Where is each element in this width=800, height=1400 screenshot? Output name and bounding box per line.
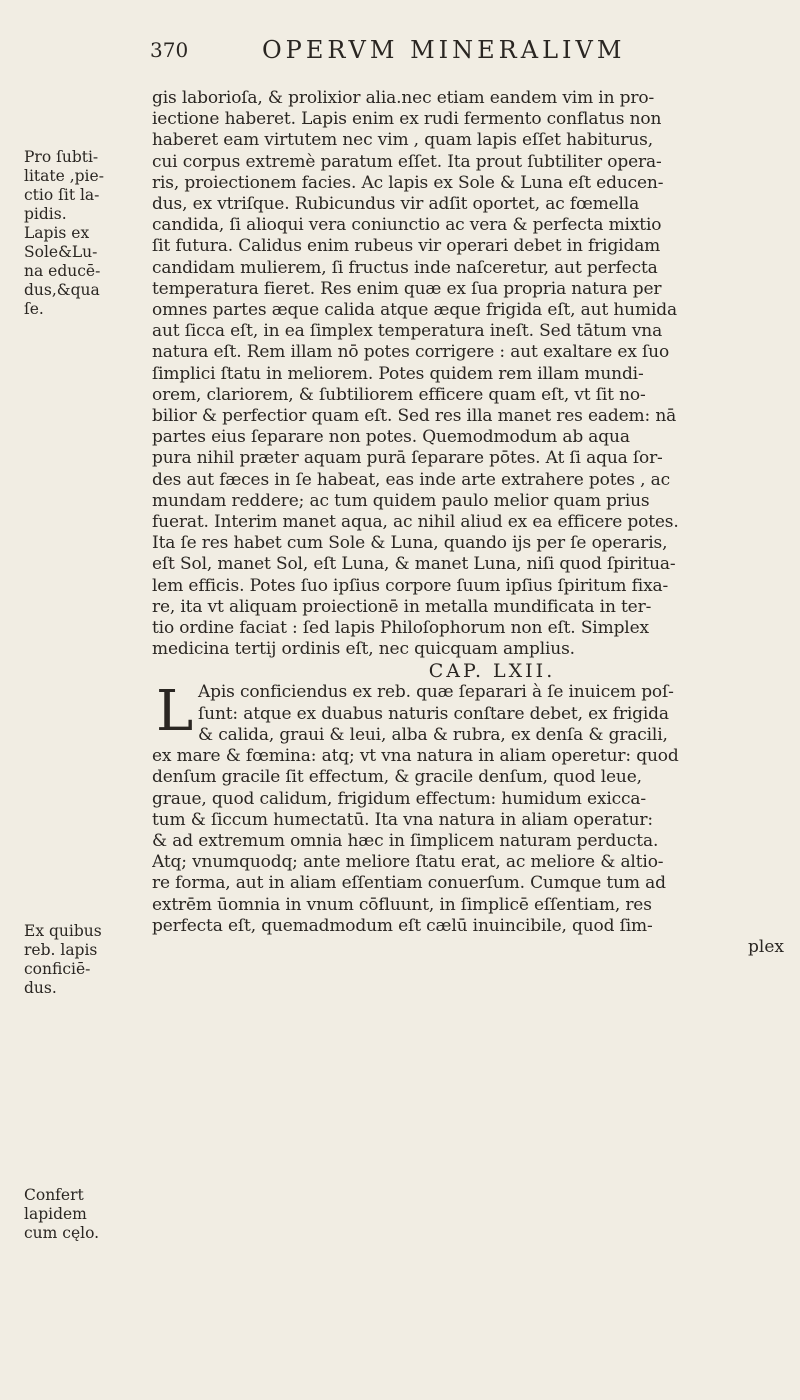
margin-note-line: Sole&Lu-: [24, 243, 98, 261]
text-line: extrēm ūomnia in vnum cōfluunt, in ſimplicē eſſentiam, res: [152, 894, 652, 915]
text-line: iectione haberet. Lapis enim ex rudi fermento conflatus non: [152, 109, 662, 130]
page-header: [0, 34, 800, 74]
text-line: temperatura fieret. Res enim quæ ex ſua propria natura per: [152, 278, 662, 299]
dropcap-letter: L: [156, 679, 194, 745]
text-line: ſimplici ſtatu in meliorem. Potes quidem rem illam mundi-: [152, 363, 644, 384]
dropcap-block: [152, 679, 792, 746]
margin-note-line: dus,&qua: [24, 281, 100, 299]
margin-note-line: reb. lapis: [24, 941, 98, 959]
margin-note-line: Pro ſubti-: [24, 148, 99, 166]
catchword: plex: [748, 936, 784, 957]
margin-note-line: conficiē-: [24, 960, 91, 978]
text-line: dus, ex vtriſque. Rubicundus vir adſit oportet, ac fœmella: [152, 194, 640, 215]
text-line: Atq; vnumquodq; ante meliore ſtatu erat, ac meliore & altio-: [152, 852, 664, 873]
text-line: medicina tertij ordinis eſt, nec quicquam amplius.: [152, 639, 575, 660]
main-text: [152, 88, 792, 958]
text-line: & ad extremum omnia hæc in ſimplicem naturam perducta.: [152, 830, 659, 851]
text-line: partes eius ſeparare non potes. Quemodmodum ab aqua: [152, 427, 630, 448]
margin-note-subtilitate: [24, 148, 140, 319]
text-line: ris, proiectionem facies. Ac lapis ex Sole & Luna eſt educen-: [152, 172, 664, 193]
chapter-title: CAP. LXII.: [428, 660, 556, 683]
text-line: denſum gracile ſit effectum, & gracile denſum, quod leue,: [152, 767, 642, 788]
margin-note-line: ſe.: [24, 300, 44, 318]
text-line: perfecta eſt, quemadmodum eſt cælū inuincibile, quod ſim-: [152, 915, 653, 936]
text-line: des aut fæces in ſe habeat, eas inde arte extrahere potes , ac: [152, 469, 670, 490]
text-line: eſt Sol, manet Sol, eſt Luna, & manet Luna, niſi quod ſpiritua-: [152, 554, 676, 575]
text-line: Ita ſe res habet cum Sole & Luna, quando ijs per ſe operaris,: [152, 533, 668, 554]
text-line: cui corpus extremè paratum eſſet. Ita prout ſubtiliter opera-: [152, 151, 662, 172]
text-line: natura eſt. Rem illam nō potes corrigere : aut exaltare ex ſuo: [152, 342, 670, 363]
margin-note-line: Ex quibus: [24, 922, 102, 940]
paragraph-1: [152, 88, 792, 660]
text-line: ſit futura. Calidus enim rubeus vir operari debet in frigidam: [152, 236, 661, 257]
text-line: gis laborioſa, & prolixior alia.nec etiam eandem vim in pro-: [152, 88, 655, 108]
margin-note-line: pidis.: [24, 205, 67, 223]
text-line: ſunt: atque ex duabus naturis conſtare debet, ex frigida: [198, 703, 669, 724]
margin-note-line: litate ,pie-: [24, 167, 104, 185]
text-line: pura nihil præter aquam purā ſeparare pōtes. At ſi aqua ſor-: [152, 448, 663, 469]
text-line: graue, quod calidum, frigidum effectum: humidum exicca-: [152, 788, 646, 809]
text-line: fuerat. Interim manet aqua, ac nihil aliud ex ea efficere potes.: [152, 512, 679, 533]
text-line: re forma, aut in aliam eſſentiam conuerſum. Cumque tum ad: [152, 873, 666, 894]
page-number: 370: [150, 38, 189, 62]
text-line: ex mare & fœmina: atq; vt vna natura in aliam operetur: quod: [152, 746, 679, 767]
text-line: & calida, graui & leui, alba & rubra, ex denſa & gracili,: [198, 724, 668, 745]
text-line: candidam mulierem, ſi fructus inde naſceretur, aut perfecta: [152, 257, 658, 278]
margin-note-line: Lapis ex: [24, 224, 90, 242]
margin-note-confert: [24, 1186, 140, 1243]
margin-note-line: cum cęlo.: [24, 1224, 100, 1242]
text-line: re, ita vt aliquam proiectionē in metalla mundificata in ter-: [152, 596, 652, 617]
margin-note-line: Confert: [24, 1186, 84, 1204]
text-line: haberet eam virtutem nec vim , quam lapis eſſet habiturus,: [152, 130, 653, 151]
text-line: tum & ſiccum humectatū. Ita vna natura in aliam operatur:: [152, 809, 653, 830]
text-line: omnes partes æque calida atque æque frigida eſt, aut humida: [152, 300, 677, 321]
margin-note-line: dus.: [24, 979, 57, 997]
margin-note-line: ctio ſit la-: [24, 186, 100, 204]
text-line: candida, ſi alioqui vera coniunctio ac vera & perfecta mixtio: [152, 215, 662, 236]
text-line: aut ſicca eſt, in ea ſimplex temperatura ineſt. Sed tātum vna: [152, 321, 663, 342]
margin-note-line: na educē-: [24, 262, 101, 280]
margin-note-line: lapidem: [24, 1205, 87, 1223]
text-line: orem, clariorem, & ſubtiliorem efficere quam eſt, vt ſit no-: [152, 384, 646, 405]
margin-note-ex-quibus: [24, 922, 140, 998]
running-head: OPERVM MINERALIVM: [262, 36, 626, 64]
text-line: tio ordine faciat : ſed lapis Philoſophorum non eſt. Simplex: [152, 618, 649, 639]
text-line: bilior & perfectior quam eſt. Sed res illa manet res eadem: nā: [152, 406, 677, 427]
text-line: mundam reddere; ac tum quidem paulo melior quam prius: [152, 490, 650, 511]
text-line: Apis conficiendus ex reb. quæ ſeparari à ſe inuicem poſ-: [198, 682, 674, 703]
text-line: lem efficis. Potes ſuo ipſius corpore ſuum ipſius ſpiritum fixa-: [152, 575, 669, 596]
paragraph-2: [152, 679, 792, 936]
